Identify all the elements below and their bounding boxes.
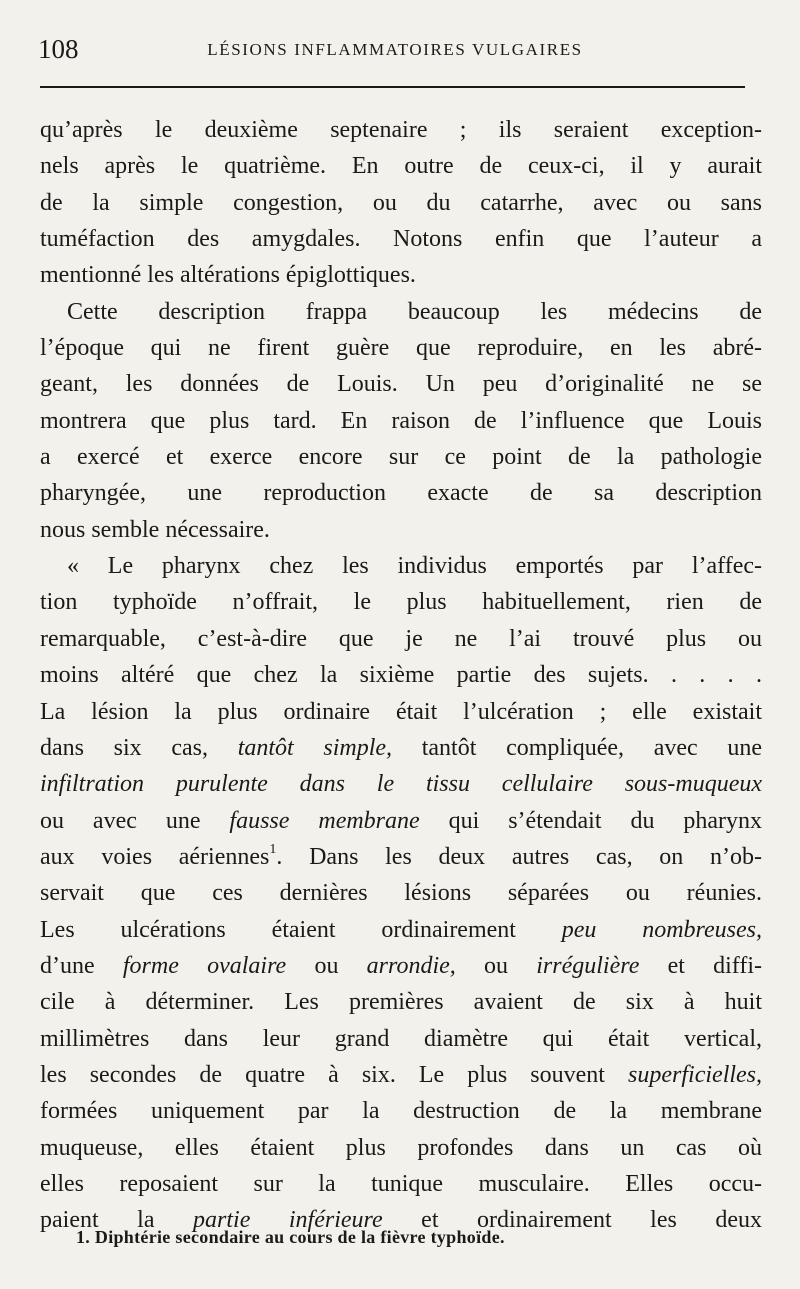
running-title: LÉSIONS INFLAMMATOIRES VULGAIRES (207, 40, 583, 59)
text-line: La lésion la plus ordinaire était l’ulcération ; elle existait (40, 698, 762, 725)
text-run: ou (314, 952, 339, 979)
footnote: 1. Diphtérie secondaire au cours de la fièvre typhoïde. (76, 1227, 505, 1247)
text-run: d’une (40, 952, 95, 979)
text-run: paient la (40, 1207, 155, 1234)
text-run: Les ulcérations étaient ordinairement (40, 916, 516, 943)
text-line: l’époque qui ne firent guère que reproduire, en les abré- (40, 335, 762, 362)
text-line: a exercé et exerce encore sur ce point de la pathologie (40, 444, 762, 471)
text-line: qu’après le deuxième septenaire ; ils seraient exception- (40, 117, 762, 143)
italic-run: partie inférieure (193, 1207, 383, 1234)
italic-run: tantôt simple, (237, 734, 393, 761)
text-line: nels après le quatrième. En outre de ceux-ci, il y aurait (40, 153, 762, 180)
text-line: servait que ces dernières lésions séparées ou réunies. (40, 880, 762, 907)
text-line: muqueuse, elles étaient plus profondes dans un cas où (40, 1134, 762, 1161)
text-line: tuméfaction des amygdales. Notons enfin que l’auteur a (40, 226, 762, 253)
text-run: tantôt compliquée, avec une (421, 734, 762, 761)
text-line (40, 948, 762, 984)
text-run: aux voies aériennes (40, 843, 270, 870)
text-line: de la simple congestion, ou du catarrhe, avec ou sans (40, 189, 762, 216)
italic-run: superficielles, (628, 1061, 763, 1088)
text-line: mentionné les altérations épiglottiques. (40, 262, 416, 289)
italic-run: fausse membrane (229, 807, 420, 834)
text-line (40, 1057, 762, 1093)
text-run: les secondes de quatre à six. Le plus souvent (40, 1061, 605, 1088)
text-line: Cette description frappa beaucoup les médecins de (67, 298, 762, 325)
text-line (40, 803, 762, 839)
text-line: montrera que plus tard. En raison de l’influence que Louis (40, 407, 762, 434)
text-run: dans six cas, (40, 734, 209, 761)
text-line (40, 839, 762, 875)
text-run: . Dans les deux autres cas, on n’ob- (276, 843, 763, 870)
text-line: geant, les données de Louis. Un peu d’originalité ne se (40, 371, 762, 398)
text-run: ou (484, 952, 509, 979)
text-line: formées uniquement par la destruction de la membrane (40, 1098, 762, 1125)
italic-run: irrégulière (536, 952, 640, 979)
text-line: cile à déterminer. Les premières avaient de six à huit (40, 989, 762, 1016)
header-rule (40, 86, 745, 88)
footnote-marker: 1 (269, 841, 277, 857)
body-text (40, 112, 762, 1239)
text-run: qui s’étendait du pharynx (448, 807, 763, 834)
text-line: nous semble nécessaire. (40, 516, 270, 543)
italic-run: peu nombreuses, (561, 916, 762, 943)
text-line (40, 730, 762, 766)
text-run: et diffi- (667, 952, 763, 979)
italic-run: forme ovalaire (122, 952, 287, 979)
text-run: et ordinairement les deux (421, 1207, 763, 1234)
text-line: tion typhoïde n’offrait, le plus habituellement, rien de (40, 589, 762, 616)
text-line: infiltration purulente dans le tissu cellulaire sous-muqueux (40, 771, 762, 798)
text-line: pharyngée, une reproduction exacte de sa description (40, 480, 762, 507)
text-line: remarquable, c’est-à-dire que je ne l’ai trouvé plus ou (40, 625, 762, 652)
text-line (40, 912, 762, 948)
page-number: 108 (38, 34, 79, 64)
text-run: ou avec une (40, 807, 201, 834)
italic-run: arrondie, (366, 952, 456, 979)
text-line: « Le pharynx chez les individus emportés par l’affec- (67, 553, 762, 580)
text-line: elles reposaient sur la tunique musculaire. Elles occu- (40, 1170, 762, 1197)
text-line: moins altéré que chez la sixième partie des sujets. . . . . (40, 662, 762, 689)
text-line: millimètres dans leur grand diamètre qui était vertical, (40, 1025, 762, 1052)
